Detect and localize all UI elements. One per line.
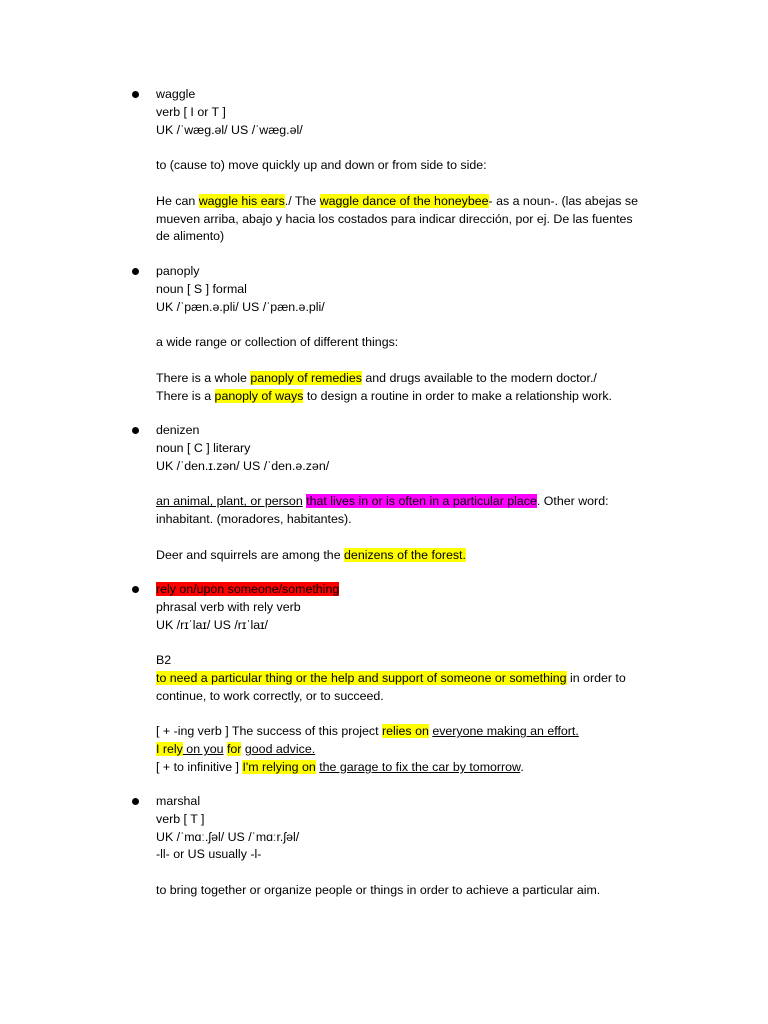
example-text: - as a noun-. (las abejas se bbox=[488, 193, 638, 208]
example-line bbox=[156, 193, 676, 211]
example-text: There is a bbox=[156, 388, 215, 403]
spacer bbox=[156, 139, 676, 157]
example-text: [ + -ing verb ] The success of this project bbox=[156, 724, 383, 739]
definition: to (cause to) move quickly up and down or from side to side: bbox=[156, 158, 487, 173]
headword: denizen bbox=[156, 423, 200, 437]
highlighted-text: I rely bbox=[156, 742, 183, 757]
definition: a wide range or collection of different things: bbox=[156, 335, 399, 350]
highlighted-text: waggle dance of the honeybee bbox=[319, 193, 489, 208]
entry-denizen bbox=[156, 422, 676, 564]
example-line bbox=[156, 759, 676, 777]
underlined-text: an animal, plant, or person bbox=[156, 494, 303, 509]
spacer bbox=[156, 864, 676, 882]
example-text: . bbox=[520, 759, 524, 774]
definition-text: . Other word: bbox=[536, 494, 609, 509]
pronunciation: UK /rɪˈlaɪ/ US /rɪˈlaɪ/ bbox=[156, 617, 268, 632]
definition-line bbox=[156, 493, 676, 511]
bullet-icon bbox=[132, 798, 139, 805]
spacer bbox=[156, 316, 676, 334]
highlighted-text: that lives in or is often in a particular place bbox=[306, 494, 537, 509]
underlined-text: good advice. bbox=[244, 742, 316, 757]
part-of-speech: noun [ C ] literary bbox=[156, 440, 251, 455]
highlighted-text: panoply of ways bbox=[214, 388, 304, 403]
part-of-speech: noun [ S ] formal bbox=[156, 281, 247, 296]
definition-line: continue, to work correctly, or to succeed. bbox=[156, 688, 384, 703]
underlined-text: the garage to fix the car by tomorrow bbox=[319, 759, 521, 774]
level-label: B2 bbox=[156, 653, 172, 668]
pronunciation: UK /ˈwæɡ.əl/ US /ˈwæɡ.əl/ bbox=[156, 122, 303, 137]
example-text: Deer and squirrels are among the bbox=[156, 547, 345, 562]
example-text: There is a whole bbox=[156, 370, 251, 385]
bullet-icon bbox=[132, 427, 139, 434]
usage-note: -ll- or US usually -l- bbox=[156, 847, 262, 862]
highlighted-text: panoply of remedies bbox=[250, 370, 362, 385]
example-line bbox=[156, 547, 676, 565]
entry-marshal bbox=[156, 793, 676, 900]
spacer bbox=[156, 634, 676, 652]
example-text: ./ The bbox=[284, 193, 320, 208]
underlined-text: on you bbox=[182, 742, 224, 757]
spacer bbox=[156, 706, 676, 724]
headword-line bbox=[156, 581, 676, 599]
entry-rely-on bbox=[156, 581, 676, 777]
bullet-icon bbox=[132, 268, 139, 275]
example-text: to design a routine in order to make a relationship work. bbox=[303, 388, 612, 403]
definition-line: inhabitant. (moradores, habitantes). bbox=[156, 511, 352, 526]
example-text: and drugs available to the modern doctor./ bbox=[361, 370, 597, 385]
definition-line bbox=[156, 670, 676, 688]
part-of-speech: phrasal verb with rely verb bbox=[156, 599, 301, 614]
highlighted-text: waggle his ears bbox=[198, 193, 285, 208]
highlighted-text: to need a particular thing or the help and support of someone or something bbox=[156, 670, 567, 685]
headword: panoply bbox=[156, 264, 200, 278]
spacer bbox=[156, 175, 676, 193]
headword: rely on/upon someone/something bbox=[156, 582, 340, 596]
example-line: mueven arriba, abajo y hacia los costados para indicar dirección, por ej. De las fuentes bbox=[156, 211, 633, 226]
pronunciation: UK /ˈpæn.ə.pli/ US /ˈpæn.ə.pli/ bbox=[156, 299, 325, 314]
highlighted-text: denizens of the forest. bbox=[344, 547, 466, 562]
definition-text: in order to bbox=[566, 670, 626, 685]
example-line bbox=[156, 723, 676, 741]
example-line bbox=[156, 370, 676, 388]
pronunciation: UK /ˈden.ɪ.zən/ US /ˈden.ə.zən/ bbox=[156, 458, 330, 473]
definition: to bring together or organize people or things in order to achieve a particular aim. bbox=[156, 882, 601, 897]
pronunciation: UK /ˈmɑː.ʃəl/ US /ˈmɑːr.ʃəl/ bbox=[156, 829, 300, 844]
entry-panoply bbox=[156, 263, 676, 405]
highlighted-text: for bbox=[226, 742, 242, 757]
example-text: [ + to infinitive ] bbox=[156, 759, 243, 774]
part-of-speech: verb [ T ] bbox=[156, 811, 205, 826]
spacer bbox=[156, 475, 676, 493]
part-of-speech: verb [ I or T ] bbox=[156, 104, 226, 119]
spacer bbox=[156, 352, 676, 370]
entry-waggle bbox=[156, 86, 676, 246]
highlighted-text: relies on bbox=[382, 724, 429, 739]
underlined-text: everyone making an effort. bbox=[432, 724, 579, 739]
headword: waggle bbox=[156, 87, 196, 101]
example-line: de alimento) bbox=[156, 229, 225, 244]
bullet-icon bbox=[132, 586, 139, 593]
example-line bbox=[156, 741, 676, 759]
example-line bbox=[156, 388, 676, 406]
spacer bbox=[156, 529, 676, 547]
highlighted-text: I'm relying on bbox=[242, 759, 316, 774]
headword: marshal bbox=[156, 794, 201, 808]
bullet-icon bbox=[132, 91, 139, 98]
example-text: He can bbox=[156, 193, 199, 208]
